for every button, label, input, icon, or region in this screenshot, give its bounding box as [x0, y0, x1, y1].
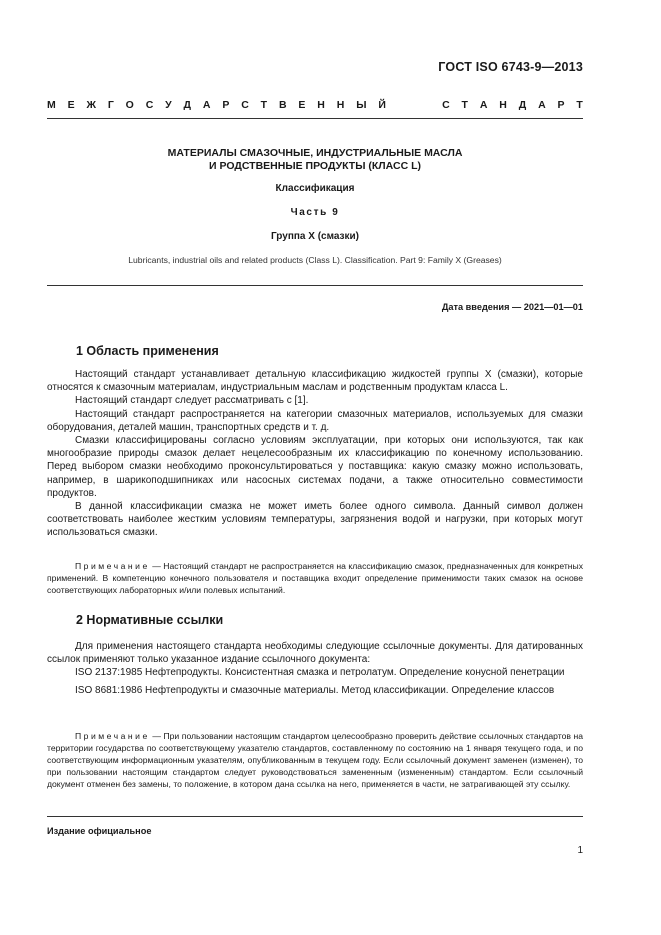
reference-item: ISO 8681:1986 Нефтепродукты и смазочные материалы. Метод классификации. Определение классов — [75, 684, 555, 696]
banner-letter: О — [125, 99, 134, 111]
paragraph: Для применения настоящего стандарта необходимы следующие ссылочные документы. Для датированных ссылок применяют только указанное издание ссылочного документа: — [47, 641, 583, 666]
banner-letter: Д — [183, 99, 192, 111]
title-line-2: И РОДСТВЕННЫЕ ПРОДУКТЫ (КЛАСС L) — [209, 160, 421, 172]
banner-letter: Т — [576, 99, 583, 111]
note-label: Примечание — [75, 561, 150, 571]
english-title: Lubricants, industrial oils and related products (Class L). Classification. Part 9: Family X (Greases) — [128, 255, 502, 265]
section-1-heading: 1 Область применения — [76, 344, 219, 358]
section-1-note — [47, 560, 583, 596]
banner-letter: С — [241, 99, 249, 111]
banner-letter: Г — [107, 99, 114, 111]
document-group: Группа X (смазки) — [271, 231, 359, 242]
banner-letter: Д — [518, 99, 527, 111]
paragraph: Смазки классифицированы согласно условиям эксплуатации, при которых они используются, так как многообразие природы смазок делает нецелесообразным их классификацию по конечному использованию. Перед выбором смазки необходимо проконсультироваться у поставщика: какую смазку можно использовать, например, в шарикоподшипниках или насосных системах подачи, а также относительно совместимости продуктов. — [47, 435, 583, 499]
banner-letter: Р — [557, 99, 565, 111]
intro-date: Дата введения — 2021—01—01 — [441, 302, 583, 312]
banner-letter: Т — [260, 99, 268, 111]
banner-letter: Р — [222, 99, 230, 111]
banner-letter: Ж — [86, 99, 96, 111]
paragraph: В данной классификации смазка не может иметь более одного символа. Данный символ должен соответствовать наиболее жестким условиям температуры, загрязнения водой и нагрузки, при которых могут использоваться смазки. — [47, 501, 583, 539]
section-2-body — [47, 640, 583, 697]
banner-letter: Е — [298, 99, 306, 111]
banner-letter: Т — [461, 99, 468, 111]
paragraph: Настоящий стандарт распространяется на категории смазочных материалов, используемых для смазки оборудования, деталей машин, транспортных средств и т. д. — [47, 408, 583, 433]
banner-letter: А — [479, 99, 488, 111]
banner-letter: М — [47, 99, 56, 111]
banner-letter: Н — [317, 99, 325, 111]
paragraph: Настоящий стандарт устанавливает детальную классификацию жидкостей группы X (смазки), которые относятся к смазочным материалам, индустриальным маслам и родственным продуктам класса L. — [47, 369, 583, 394]
banner-letter — [427, 99, 430, 111]
interstate-standard-banner — [47, 99, 583, 111]
note-text: — При пользовании настоящим стандартом целесообразно проверить действие ссылочных стандартов на территории государства по соответствующему указателю стандартов, составленному по состоянию на 1 января текущего года, и по соответствующим информационным указателям, опубликованным в текущем году. Если ссылочный документ заменен (изменен), то при пользовании настоящим стандартом следует руководствоваться замененным (измененным) стандартом. Если ссылочный документ отменен без замены, то положение, в котором дана ссылка на него, применяется в части, не затрагивающей эту ссылку. — [47, 731, 583, 789]
title-line-1: МАТЕРИАЛЫ СМАЗОЧНЫЕ, ИНДУСТРИАЛЬНЫЕ МАСЛА — [167, 147, 463, 159]
edition-label: Издание официальное — [47, 826, 152, 836]
section-1-body — [47, 368, 583, 540]
top-divider — [47, 118, 583, 119]
banner-letter: В — [278, 99, 287, 111]
banner-letter — [413, 99, 416, 111]
document-part: Часть 9 — [290, 207, 340, 218]
paragraph: Настоящий стандарт следует рассматривать с [1]. — [75, 395, 309, 407]
banner-letter: Н — [336, 99, 345, 111]
note-label: Примечание — [75, 731, 150, 741]
banner-letter: Ы — [356, 99, 367, 111]
document-title — [47, 147, 583, 173]
document-subtitle: Классификация — [275, 183, 355, 194]
banner-letter: А — [202, 99, 211, 111]
banner-letter: У — [165, 99, 172, 111]
title-divider — [47, 285, 583, 286]
footer-divider — [47, 816, 583, 817]
section-2-note — [47, 730, 583, 790]
banner-letter — [398, 99, 401, 111]
note-text: — Настоящий стандарт не распространяется на классификацию смазок, предназначенных для конкретных применений. В компетенцию конечного пользователя и поставщика входит определение применимости таких смазок на основе соответствующих лабораторных и/или полевых испытаний. — [47, 561, 583, 595]
banner-letter: Й — [378, 99, 386, 111]
banner-letter: Е — [67, 99, 75, 111]
reference-item: ISO 2137:1985 Нефтепродукты. Консистентная смазка и петролатум. Определение конусной пенетрации — [75, 667, 565, 679]
page-number: 1 — [577, 845, 583, 856]
section-2-heading: 2 Нормативные ссылки — [76, 613, 224, 627]
document-code: ГОСТ ISO 6743-9—2013 — [438, 60, 583, 74]
banner-letter: Н — [499, 99, 507, 111]
banner-letter: С — [442, 99, 450, 111]
banner-letter: А — [538, 99, 546, 111]
banner-letter: С — [145, 99, 154, 111]
